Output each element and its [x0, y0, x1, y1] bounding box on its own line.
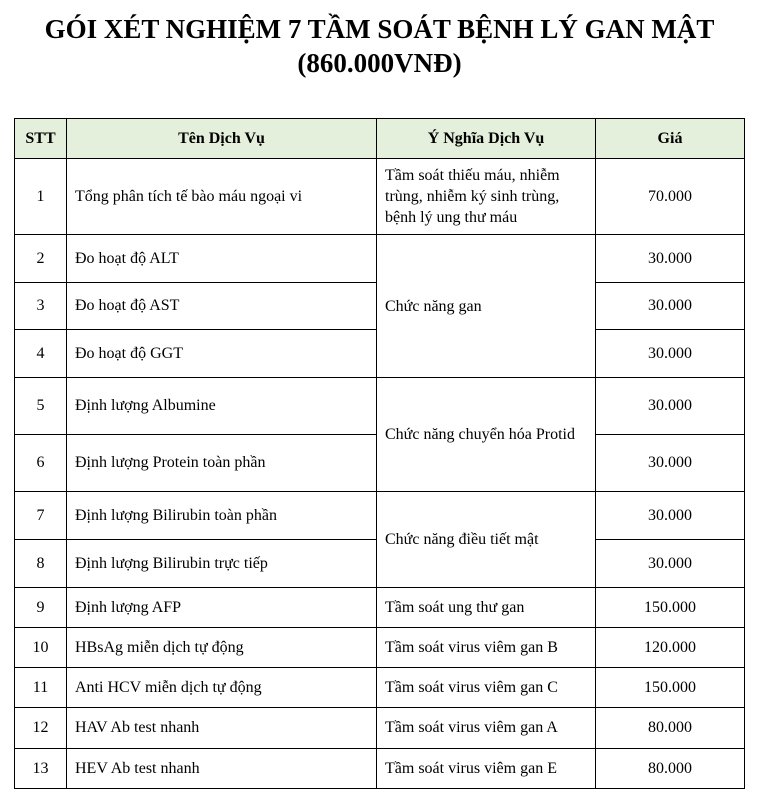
- row-stt: 6: [15, 435, 67, 492]
- row-stt: 7: [15, 492, 67, 540]
- table-row: [15, 588, 745, 628]
- row-service-name: Đo hoạt độ GGT: [67, 330, 377, 378]
- table-row: [15, 492, 745, 540]
- row-meaning: Tầm soát virus viêm gan B: [377, 628, 596, 668]
- service-price-table: [14, 118, 745, 789]
- page-title: [0, 12, 759, 80]
- row-meaning: Chức năng gan: [377, 235, 596, 378]
- row-stt: 9: [15, 588, 67, 628]
- header-price: Giá: [596, 119, 745, 159]
- row-meaning: Chức năng chuyển hóa Protid: [377, 378, 596, 492]
- table-row: [15, 668, 745, 708]
- row-price: 30.000: [596, 330, 745, 378]
- row-meaning: Tầm soát virus viêm gan C: [377, 668, 596, 708]
- row-meaning: Tầm soát virus viêm gan A: [377, 708, 596, 749]
- row-stt: 1: [15, 159, 67, 235]
- row-service-name: Định lượng Bilirubin toàn phần: [67, 492, 377, 540]
- row-stt: 5: [15, 378, 67, 435]
- row-stt: 3: [15, 283, 67, 330]
- row-service-name: Định lượng Albumine: [67, 378, 377, 435]
- row-price: 30.000: [596, 235, 745, 283]
- row-stt: 4: [15, 330, 67, 378]
- row-meaning: Tầm soát ung thư gan: [377, 588, 596, 628]
- row-price: 30.000: [596, 540, 745, 588]
- row-price: 30.000: [596, 492, 745, 540]
- row-service-name: Định lượng AFP: [67, 588, 377, 628]
- row-stt: 10: [15, 628, 67, 668]
- row-price: 120.000: [596, 628, 745, 668]
- header-service-name: Tên Dịch Vụ: [67, 119, 377, 159]
- table-row: [15, 159, 745, 235]
- row-stt: 13: [15, 749, 67, 789]
- table-row: [15, 235, 745, 283]
- row-service-name: Anti HCV miễn dịch tự động: [67, 668, 377, 708]
- row-meaning: Chức năng điều tiết mật: [377, 492, 596, 588]
- row-stt: 2: [15, 235, 67, 283]
- title-line-2: (860.000VNĐ): [297, 48, 462, 78]
- row-service-name: Định lượng Protein toàn phần: [67, 435, 377, 492]
- row-price: 30.000: [596, 378, 745, 435]
- row-price: 80.000: [596, 749, 745, 789]
- row-price: 150.000: [596, 588, 745, 628]
- row-price: 80.000: [596, 708, 745, 749]
- table-row: [15, 628, 745, 668]
- row-service-name: Đo hoạt độ AST: [67, 283, 377, 330]
- title-line-1: GÓI XÉT NGHIỆM 7 TẦM SOÁT BỆNH LÝ GAN MẬT: [44, 14, 715, 44]
- row-meaning: Tầm soát virus viêm gan E: [377, 749, 596, 789]
- row-stt: 11: [15, 668, 67, 708]
- header-stt: STT: [15, 119, 67, 159]
- table-row: [15, 378, 745, 435]
- table-row: [15, 708, 745, 749]
- row-stt: 8: [15, 540, 67, 588]
- row-service-name: HEV Ab test nhanh: [67, 749, 377, 789]
- row-price: 70.000: [596, 159, 745, 235]
- row-stt: 12: [15, 708, 67, 749]
- header-service-meaning: Ý Nghĩa Dịch Vụ: [377, 119, 596, 159]
- row-meaning: Tầm soát thiếu máu, nhiễm trùng, nhiễm ký sinh trùng, bệnh lý ung thư máu: [377, 159, 596, 235]
- row-service-name: Định lượng Bilirubin trực tiếp: [67, 540, 377, 588]
- row-service-name: HBsAg miễn dịch tự động: [67, 628, 377, 668]
- row-price: 30.000: [596, 283, 745, 330]
- table-header-row: [15, 119, 745, 159]
- row-price: 150.000: [596, 668, 745, 708]
- row-service-name: Tổng phân tích tế bào máu ngoại vi: [67, 159, 377, 235]
- table-row: [15, 749, 745, 789]
- row-price: 30.000: [596, 435, 745, 492]
- row-service-name: Đo hoạt độ ALT: [67, 235, 377, 283]
- row-service-name: HAV Ab test nhanh: [67, 708, 377, 749]
